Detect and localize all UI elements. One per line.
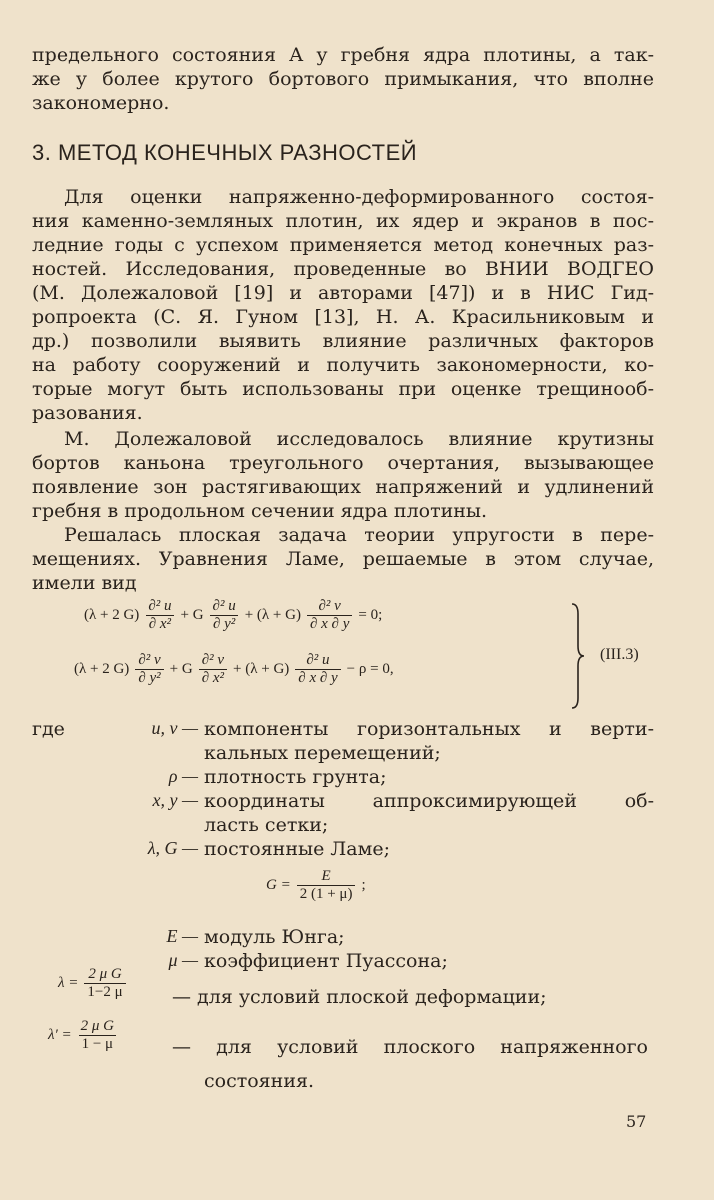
- numerator: ∂² v: [318, 598, 341, 614]
- def-lambda-plane-strain: — для условий плоской деформации;: [172, 986, 547, 1008]
- text-line: закономерно.: [32, 92, 170, 114]
- numerator: ∂² u: [148, 598, 172, 614]
- lame-equation-2: [74, 652, 394, 687]
- page-number: 57: [626, 1112, 647, 1131]
- eq-term: + (λ + G): [233, 661, 290, 677]
- def-uv-line1: компоненты горизонтальных и верти-: [204, 718, 654, 740]
- def-rho: плотность грунта;: [204, 766, 387, 788]
- text-line: М. Долежаловой исследовалось влияние крутизны: [64, 428, 654, 450]
- eq-term: + (λ + G): [244, 607, 301, 623]
- denominator: 2 (1 + μ): [297, 885, 356, 903]
- denominator: ∂ y²: [210, 615, 238, 633]
- numerator: ∂² u: [212, 598, 236, 614]
- symbol-mu: μ —: [168, 950, 198, 970]
- eq-term: (λ + 2 G): [84, 607, 140, 623]
- right-brace: [570, 602, 586, 710]
- symbol-uv: u, v —: [151, 718, 198, 738]
- numerator: 2 μ G: [88, 966, 122, 982]
- symbol-xy: x, y —: [152, 790, 198, 810]
- lambda-plane-stress-formula: [48, 1018, 119, 1053]
- formula-tail: ;: [361, 877, 366, 893]
- lambda-plane-strain-formula: [58, 966, 128, 1001]
- text-line: (М. Долежаловой [19] и авторами [47]) и в НИС Гид-: [32, 282, 654, 304]
- text-line: появление зон растягивающих напряжений и удлинений: [32, 476, 654, 498]
- numerator: ∂² v: [138, 652, 161, 668]
- text-line: Для оценки напряженно-деформированного состоя-: [64, 186, 654, 208]
- section-heading: 3. МЕТОД КОНЕЧНЫХ РАЗНОСТЕЙ: [32, 140, 418, 165]
- eq-term: = 0;: [358, 607, 383, 623]
- text-line: на работу сооружений и получить закономерности, ко-: [32, 354, 654, 376]
- text-line: торые могут быть использованы при оценке трещинооб-: [32, 378, 654, 400]
- def-uv-line2: кальных перемещений;: [204, 742, 441, 764]
- eq-term: + G: [169, 661, 193, 677]
- text-line: ледние годы с успехом применяется метод конечных раз-: [32, 234, 654, 256]
- def-lambda-g: постоянные Ламе;: [204, 838, 391, 860]
- def-e: модуль Юнга;: [204, 926, 345, 948]
- where-label: где: [32, 718, 65, 740]
- text-line: гребня в продольном сечении ядра плотины.: [32, 500, 488, 522]
- denominator: ∂ x ∂ y: [295, 669, 340, 687]
- text-line: ния каменно-земляных плотин, их ядер и экранов в пос-: [32, 210, 654, 232]
- def-xy-line1: координаты аппроксимирующей об-: [204, 790, 654, 812]
- symbol-e: E —: [166, 926, 198, 946]
- def-mu: коэффициент Пуассона;: [204, 950, 448, 972]
- fraction: [78, 1018, 117, 1053]
- text-line: мещениях. Уравнения Ламе, решаемые в этом случае,: [32, 548, 654, 570]
- numerator: ∂² u: [306, 652, 330, 668]
- equation-number: (III.3): [600, 646, 639, 663]
- eq-term: + G: [180, 607, 204, 623]
- fraction: [295, 652, 340, 687]
- numerator: E: [321, 868, 331, 884]
- def-lambda-plane-stress-line1: — для условий плоского напряженного: [172, 1036, 648, 1058]
- text-line: имели вид: [32, 572, 137, 594]
- text-line: бортов каньона треугольного очертания, вызывающее: [32, 452, 654, 474]
- denominator: 1 − μ: [79, 1035, 117, 1053]
- def-xy-line2: ласть сетки;: [204, 814, 329, 836]
- fraction: [307, 598, 352, 633]
- text-line: др.) позволили выявить влияние различных факторов: [32, 330, 654, 352]
- denominator: 1−2 μ: [84, 983, 125, 1001]
- formula-lhs: λ′ =: [48, 1027, 72, 1043]
- denominator: ∂ y²: [135, 669, 163, 687]
- eq-term: − ρ = 0,: [346, 661, 394, 677]
- text-line: ностей. Исследования, проведенные во ВНИИ ВОДГЕО: [32, 258, 654, 280]
- def-lambda-plane-stress-line2: состояния.: [204, 1070, 315, 1092]
- formula-lhs: λ =: [58, 975, 79, 991]
- lame-equation-1: [84, 598, 382, 633]
- text-line: же у более крутого бортового примыкания, что вполне: [32, 68, 654, 90]
- text-line: предельного состояния А у гребня ядра плотины, а так-: [32, 44, 654, 66]
- symbol-lambda-g: λ, G —: [147, 838, 198, 858]
- fraction: [135, 652, 163, 687]
- fraction: [84, 966, 125, 1001]
- text-line: ропроекта (С. Я. Гуном [13], Н. А. Красильниковым и: [32, 306, 654, 328]
- numerator: 2 μ G: [80, 1018, 115, 1034]
- text-line: разования.: [32, 402, 143, 424]
- denominator: ∂ x ∂ y: [307, 615, 352, 633]
- eq-term: (λ + 2 G): [74, 661, 130, 677]
- fraction: [199, 652, 227, 687]
- denominator: ∂ x²: [146, 615, 174, 633]
- formula-lhs: G =: [266, 877, 291, 893]
- numerator: ∂² v: [201, 652, 225, 668]
- text-line: Решалась плоская задача теории упругости в пере-: [64, 524, 654, 546]
- fraction: [297, 868, 356, 903]
- fraction: [145, 598, 174, 633]
- fraction: [210, 598, 239, 633]
- shear-modulus-formula: [266, 868, 366, 903]
- denominator: ∂ x²: [199, 669, 227, 687]
- symbol-rho: ρ —: [168, 766, 198, 786]
